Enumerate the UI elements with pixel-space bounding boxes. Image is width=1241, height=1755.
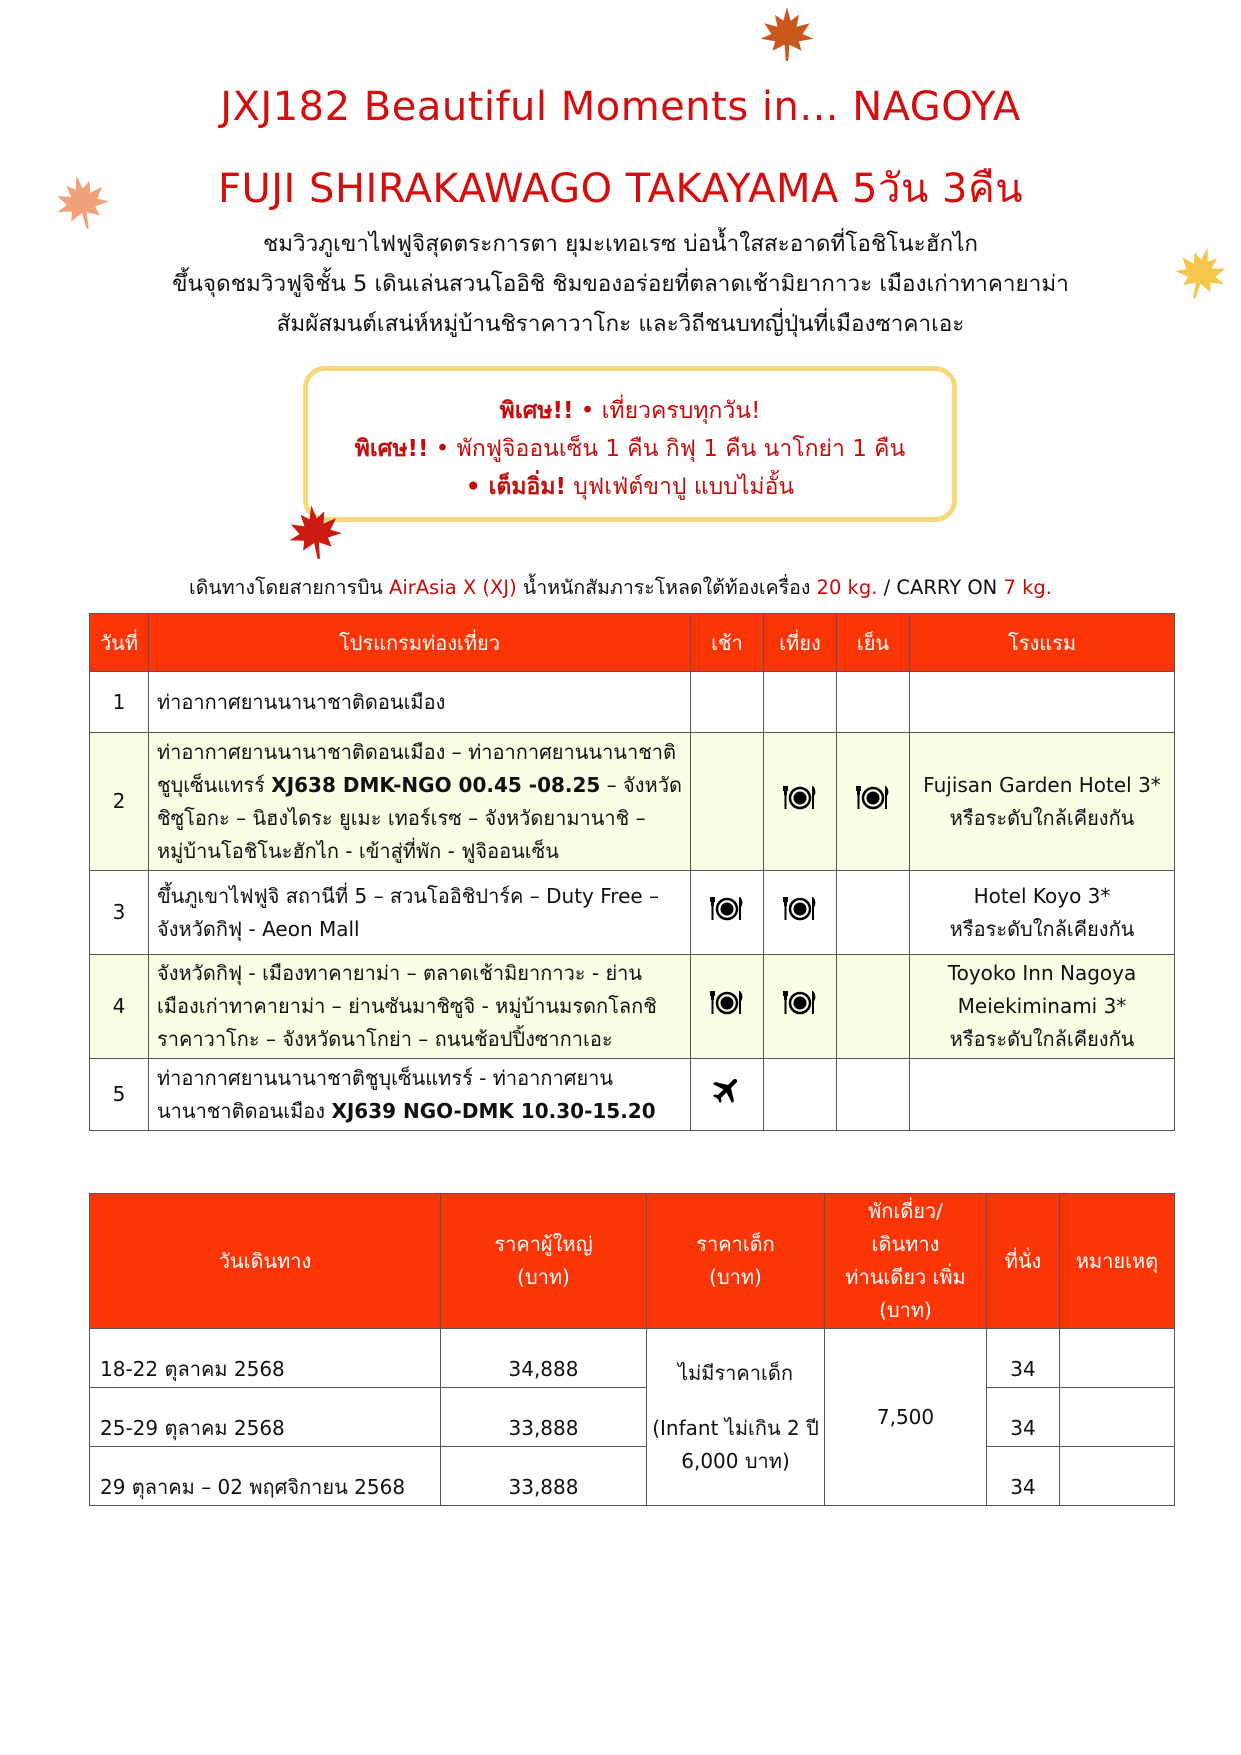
tour-title: JXJ182 Beautiful Moments in... NAGOYA [220, 84, 1021, 130]
program-text: – จังหวัดชิซูโอกะ – นิฮงไดระ ยูเมะ เทอร์เรซ – จังหวัดยามานาชิ – หมู่บ้านโอชิโนะฮักไก - เข้าสู่ที่พัก - ฟูจิออนเซ็น [157, 772, 682, 863]
col-lunch: เที่ยง [764, 614, 837, 672]
header-unit: (บาท) [879, 1298, 932, 1322]
header-text: ราคาเด็ก [696, 1232, 775, 1256]
airline-prefix: เดินทางโดยสายการบิน [189, 576, 389, 599]
plate-cutlery-icon [782, 894, 818, 922]
flight-number: XJ638 DMK-NGO 00.45 -08.25 [271, 772, 601, 797]
hotel-note: หรือระดับใกล้เคียงกัน [949, 805, 1135, 830]
header-text: ท่านเดียว เพิ่ม [845, 1265, 966, 1289]
carry-on-label: / CARRY ON [877, 576, 1004, 599]
hotel-cell [910, 733, 1175, 871]
pricing-header-row [90, 1194, 1175, 1329]
hotel-cell [910, 955, 1175, 1059]
day-number: 4 [90, 955, 149, 1059]
itinerary-row [90, 871, 1175, 955]
infant-note: (Infant ไม่เกิน 2 ปี [652, 1415, 819, 1440]
seats: 34 [987, 1329, 1060, 1388]
lunch-cell [764, 672, 837, 733]
col-breakfast: เช้า [691, 614, 764, 672]
col-hotel: โรงแรม [910, 614, 1175, 672]
child-note: ไม่มีราคาเด็ก [678, 1360, 793, 1385]
col-adult-price [441, 1194, 647, 1329]
program-text: ท่าอากาศยานนานาชาติดอนเมือง – ท่าอากาศยานนานาชาติชูบุเซ็นแทรร์ [157, 739, 677, 797]
col-travel-date: วันเดินทาง [90, 1194, 441, 1329]
breakfast-cell [691, 672, 764, 733]
hotel-note: หรือระดับใกล้เคียงกัน [949, 916, 1135, 941]
promo-text: • พักฟูจิออนเซ็น 1 คืน กิฟุ 1 คืน นาโกย่า 1 คืน [428, 436, 906, 462]
breakfast-cell [691, 955, 764, 1059]
dinner-cell [837, 672, 910, 733]
adult-price: 33,888 [441, 1447, 647, 1506]
pricing-table [89, 1193, 1175, 1506]
pricing-row [90, 1329, 1175, 1388]
tour-description-line: ชมวิวภูเขาไฟฟูจิสุดตระการตา ยุมะเทอเรซ บ่อน้ำใสสะอาดที่โอชิโนะฮักไก [262, 231, 979, 257]
tour-title-line2: FUJI SHIRAKAWAGO TAKAYAMA 5วัน 3คืน [217, 166, 1024, 212]
maple-leaf-icon [757, 4, 817, 64]
hotel-name-cont: Meiekiminami 3* [957, 994, 1127, 1018]
breakfast-cell [691, 1059, 764, 1131]
hotel-note: หรือระดับใกล้เคียงกัน [949, 1027, 1135, 1051]
itinerary-row [90, 1059, 1175, 1131]
hotel-name: Hotel Koyo 3* [973, 883, 1111, 908]
lunch-cell [764, 955, 837, 1059]
adult-price: 33,888 [441, 1388, 647, 1447]
day-program: ขึ้นภูเขาไฟฟูจิ สถานีที่ 5 – สวนโออิชิปาร์ค – Duty Free – จังหวัดกิฟุ - Aeon Mall [149, 871, 691, 955]
plate-cutlery-icon [782, 988, 818, 1016]
dinner-cell [837, 733, 910, 871]
lunch-cell [764, 733, 837, 871]
plate-cutlery-icon [709, 988, 745, 1016]
dinner-cell [837, 955, 910, 1059]
baggage-label: น้ำหนักสัมภาระโหลดใต้ท้องเครื่อง [516, 576, 817, 599]
plate-cutlery-icon [709, 894, 745, 922]
remarks [1060, 1329, 1175, 1388]
pricing-row [90, 1447, 1175, 1506]
program-text: ท่าอากาศยานนานาชาติชูบุเซ็นแทรร์ - ท่าอากาศยานนานาชาติดอนเมือง [157, 1065, 614, 1123]
promo-line [308, 393, 952, 429]
itinerary-row [90, 672, 1175, 733]
header-unit: (บาท) [709, 1265, 762, 1289]
header-text: เดินทาง [871, 1232, 940, 1256]
infant-price: 6,000 บาท) [681, 1448, 790, 1473]
promo-label: • เต็มอิ่ม! [465, 474, 566, 500]
plate-cutlery-icon [782, 783, 818, 811]
header-text: ราคาผู้ใหญ่ [494, 1232, 593, 1256]
remarks [1060, 1388, 1175, 1447]
itinerary-header-row [90, 614, 1175, 672]
col-remarks: หมายเหตุ [1060, 1194, 1175, 1329]
child-price-note [647, 1329, 825, 1506]
breakfast-cell [691, 871, 764, 955]
seats: 34 [987, 1447, 1060, 1506]
promo-label: พิเศษ!! [354, 436, 429, 462]
carry-on-weight: 7 kg. [1003, 576, 1052, 599]
tour-description-line: ขึ้นจุดชมวิวฟูจิชั้น 5 เดินเล่นสวนโออิชิ ชิมของอร่อยที่ตลาดเช้ามิยากาวะ เมืองเก่าทาคายาม่า [172, 271, 1069, 297]
lunch-cell [764, 1059, 837, 1131]
checked-baggage: 20 kg. [816, 576, 878, 599]
plate-cutlery-icon [855, 783, 891, 811]
dinner-cell [837, 871, 910, 955]
header-text: พักเดี่ยว/ [868, 1199, 943, 1223]
flight-number: XJ639 NGO-DMK 10.30-15.20 [331, 1098, 656, 1123]
dinner-cell [837, 1059, 910, 1131]
col-program: โปรแกรมท่องเที่ยว [149, 614, 691, 672]
airline-info [0, 572, 1241, 603]
remarks [1060, 1447, 1175, 1506]
itinerary-row [90, 955, 1175, 1059]
col-dinner: เย็น [837, 614, 910, 672]
adult-price: 34,888 [441, 1329, 647, 1388]
promo-text: • เที่ยวครบทุกวัน! [573, 398, 761, 424]
travel-date: 18-22 ตุลาคม 2568 [90, 1329, 441, 1388]
airplane-icon [710, 1073, 744, 1107]
day-program: จังหวัดกิฟุ - เมืองทาคายาม่า – ตลาดเช้ามิยากาวะ - ย่านเมืองเก่าทาคายาม่า – ย่านซันมาชิซูจิ - หมู่บ้านมรดกโลกชิราคาวาโกะ – จังหวัดนาโกย่า – ถนนช้อปปิ้งซากาเอะ [149, 955, 691, 1059]
hotel-cell [910, 871, 1175, 955]
day-number: 3 [90, 871, 149, 955]
itinerary-row [90, 733, 1175, 871]
airline-carrier: AirAsia X (XJ) [389, 576, 517, 599]
header-unit: (บาท) [517, 1265, 570, 1289]
seats: 34 [987, 1388, 1060, 1447]
promo-line [308, 431, 952, 467]
col-child-price [647, 1194, 825, 1329]
pricing-row [90, 1388, 1175, 1447]
day-program: ท่าอากาศยานนานาชาติดอนเมือง [149, 672, 691, 733]
col-day: วันที่ [90, 614, 149, 672]
day-number: 2 [90, 733, 149, 871]
day-program [149, 733, 691, 871]
day-number: 1 [90, 672, 149, 733]
hotel-cell [910, 1059, 1175, 1131]
tour-description-line: สัมผัสมนต์เสน่ห์หมู่บ้านชิราคาวาโกะ และวิถีชนบทญี่ปุ่นที่เมืองซาคาเอะ [276, 311, 965, 337]
travel-date: 25-29 ตุลาคม 2568 [90, 1388, 441, 1447]
lunch-cell [764, 871, 837, 955]
day-number: 5 [90, 1059, 149, 1131]
promo-text: บุฟเฟ่ต์ขาปู แบบไม่อั้น [566, 474, 795, 500]
day-program [149, 1059, 691, 1131]
hotel-cell [910, 672, 1175, 733]
promo-line [308, 469, 952, 505]
travel-date: 29 ตุลาคม – 02 พฤศจิกายน 2568 [90, 1447, 441, 1506]
hotel-name: Toyoko Inn Nagoya [947, 961, 1137, 985]
hotel-name: Fujisan Garden Hotel 3* [923, 772, 1161, 797]
promo-label: พิเศษ!! [499, 398, 574, 424]
promo-box [303, 366, 957, 522]
itinerary-table [89, 613, 1175, 1131]
single-supplement: 7,500 [825, 1329, 987, 1506]
maple-leaf-icon [281, 498, 349, 566]
col-seats: ที่นั่ง [987, 1194, 1060, 1329]
col-single-supplement [825, 1194, 987, 1329]
breakfast-cell [691, 733, 764, 871]
